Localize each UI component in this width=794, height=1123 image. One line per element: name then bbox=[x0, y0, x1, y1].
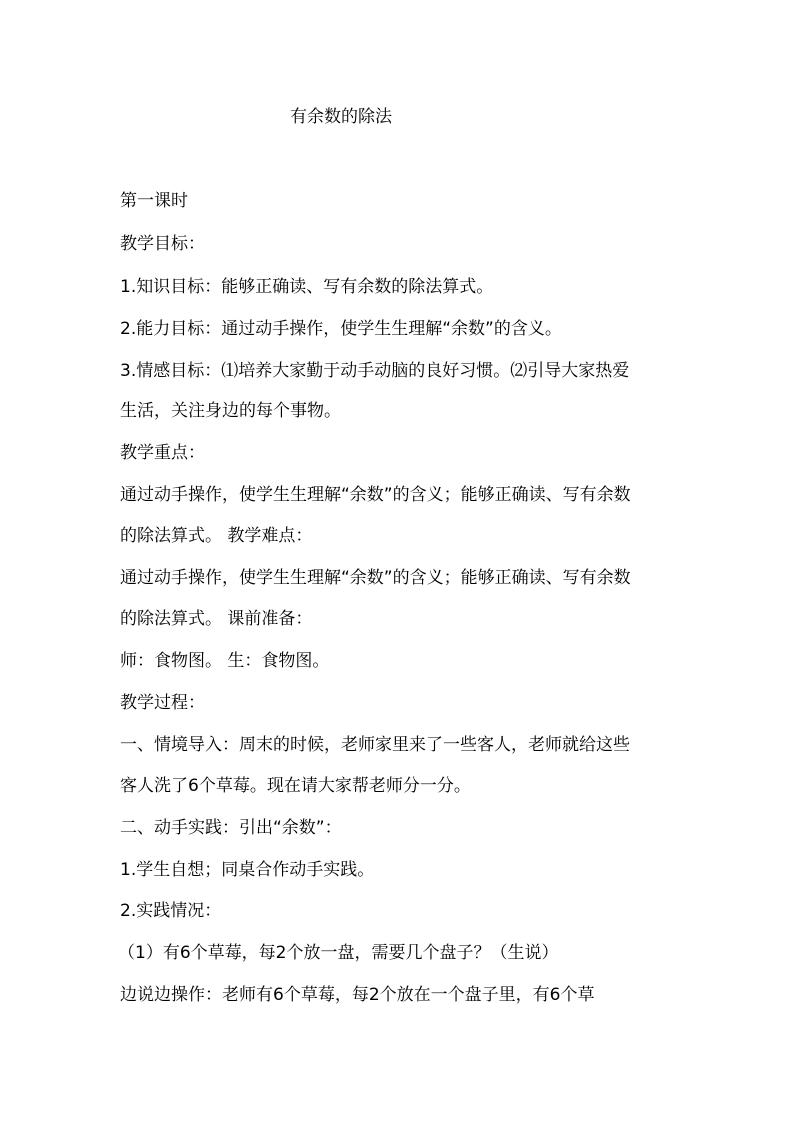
goal-emotion-line-1: 3.情感目标：⑴培养大家勤于动手动脑的良好习惯。⑵引导大家热爱 bbox=[120, 361, 630, 381]
heading-key-points: 教学重点： bbox=[120, 443, 205, 463]
difficult-points-line-2: 的除法算式。 课前准备： bbox=[120, 609, 313, 629]
key-points-line-2: 的除法算式。 教学难点： bbox=[120, 526, 313, 546]
goal-emotion-line-2: 生活，关注身边的每个事物。 bbox=[120, 401, 341, 421]
heading-teaching-goals: 教学目标： bbox=[120, 234, 205, 254]
goal-knowledge: 1.知识目标：能够正确读、写有余数的除法算式。 bbox=[120, 277, 494, 297]
heading-teaching-process: 教学过程： bbox=[120, 693, 205, 713]
difficult-points-line-1: 通过动手操作，使学生生理解“余数”的含义；能够正确读、写有余数 bbox=[120, 568, 631, 588]
lesson-period: 第一课时 bbox=[120, 191, 188, 211]
practice-step-1: 1.学生自想；同桌合作动手实践。 bbox=[120, 860, 375, 880]
practice-case-1: （1）有6个草莓，每2个放一盘，需要几个盘子？（生说） bbox=[118, 943, 559, 963]
practice-heading: 二、动手实践：引出“余数”： bbox=[120, 818, 342, 838]
intro-line-1: 一、情境导入：周末的时候，老师家里来了一些客人，老师就给这些 bbox=[120, 735, 630, 755]
practice-step-2: 2.实践情况： bbox=[120, 901, 222, 921]
document-title: 有余数的除法 bbox=[290, 107, 392, 127]
key-points-line-1: 通过动手操作，使学生生理解“余数”的含义；能够正确读、写有余数 bbox=[120, 485, 631, 505]
intro-line-2: 客人洗了6个草莓。现在请大家帮老师分一分。 bbox=[120, 776, 471, 796]
preparation-materials: 师：食物图。 生：食物图。 bbox=[120, 651, 330, 671]
goal-ability: 2.能力目标：通过动手操作，使学生生理解“余数”的含义。 bbox=[120, 319, 562, 339]
practice-case-1-explanation: 边说边操作：老师有6个草莓，每2个放在一个盘子里，有6个草 bbox=[120, 985, 595, 1005]
